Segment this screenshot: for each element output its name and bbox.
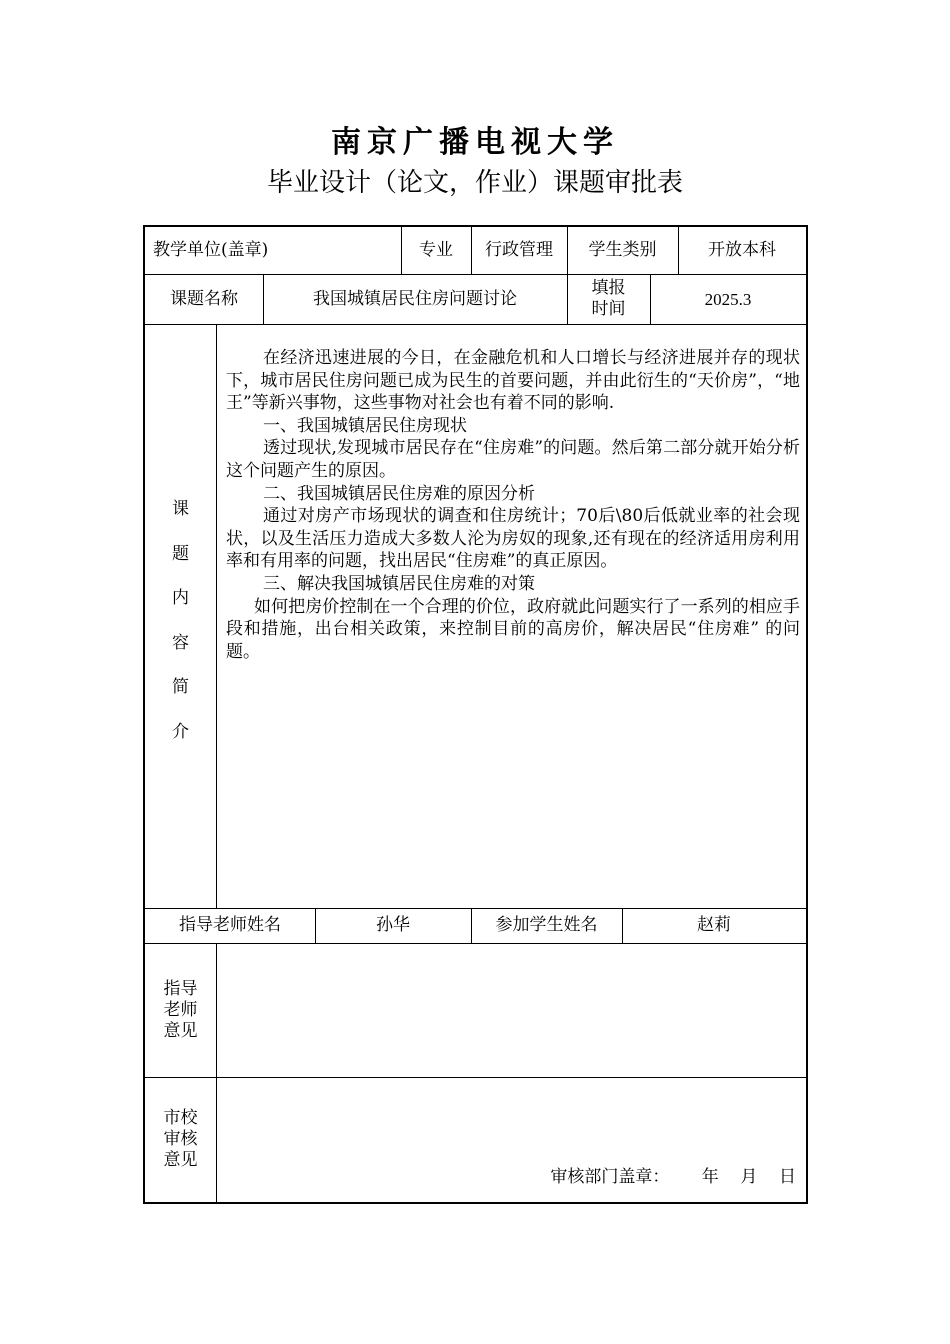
- summary-label-char: 内: [172, 588, 189, 608]
- advisor-opinion-line: 指导: [163, 978, 198, 999]
- topic-name-label: 课题名称: [170, 288, 238, 309]
- summary-heading: 二、我国城镇居民住房难的原因分析: [263, 483, 535, 504]
- summary-heading: 一、我国城镇居民住房现状: [263, 415, 467, 436]
- student-name-label: 参加学生姓名: [495, 915, 598, 935]
- review-stamp-date-line: 审核部门盖章： 年 月 日: [550, 1167, 796, 1187]
- advisor-name-label: 指导老师姓名: [179, 915, 281, 935]
- summary-label-char: 简: [172, 677, 189, 697]
- fill-date-label-line1: 填报: [591, 278, 626, 298]
- form-title: 毕业设计（论文，作业）课题审批表: [266, 168, 683, 198]
- advisor-opinion-line: 老师: [163, 999, 198, 1020]
- school-review-label: [145, 1077, 216, 1202]
- major-label: 专业: [419, 240, 453, 260]
- fill-date-label: [567, 274, 650, 324]
- teaching-unit-label: 教学单位(盖章): [153, 240, 269, 260]
- topic-name-value: 我国城镇居民住房问题讨论: [313, 288, 517, 309]
- summary-paragraph: 如何把房价控制在一个合理的价位，政府就此问题实行了一系列的相应手段和措施，出台相关政策，来控制目前的高房价，解决居民“住房难” 的问题。: [226, 596, 800, 662]
- fill-date-label-line2: 时间: [591, 299, 626, 319]
- student-type-value: 开放本科: [708, 240, 776, 260]
- student-name-value: 赵莉: [697, 915, 731, 935]
- summary-paragraph: 透过现状,发现城市居民存在“住房难”的问题。然后第二部分就开始分析这个问题产生的原因。: [226, 438, 800, 481]
- school-review-line: 意见: [163, 1150, 198, 1170]
- summary-paragraph: 通过对房产市场现状的调查和住房统计；70后\80后低就业率的社会现状，以及生活压力造成大多数人沦为房奴的现象,还有现在的经济适用房利用率和有用率的问题，找出居民“住房难”的真正原因。: [226, 506, 800, 572]
- summary-label-char: 题: [172, 543, 189, 564]
- student-type-label: 学生类别: [588, 240, 657, 260]
- school-review-line: 市校: [163, 1108, 198, 1128]
- major-value: 行政管理: [485, 240, 553, 260]
- approval-form-table: [143, 225, 808, 1204]
- university-name: 南京广播电视大学: [331, 125, 619, 160]
- school-review-line: 审核: [163, 1129, 198, 1149]
- summary-heading: 三、解决我国城镇居民住房难的对策: [263, 573, 535, 594]
- fill-date-value: 2025.3: [704, 289, 752, 309]
- summary-label-char: 容: [172, 632, 189, 653]
- advisor-opinion-line: 意见: [163, 1020, 198, 1041]
- summary-label-char: 介: [172, 721, 189, 742]
- summary-paragraph: 在经济迅速进展的今日，在金融危机和人口增长与经济进展并存的现状下，城市居民住房问题已成为民生的首要问题，并由此衍生的“天价房”，“地王”等新兴事物，这些事物对社会也有着不同的影响.: [226, 348, 800, 414]
- topic-summary-label: [145, 487, 216, 754]
- advisor-opinion-label: [145, 943, 216, 1077]
- summary-label-char: 课: [172, 499, 189, 519]
- topic-summary-content: [226, 347, 800, 663]
- advisor-name-value: 孙华: [376, 915, 410, 935]
